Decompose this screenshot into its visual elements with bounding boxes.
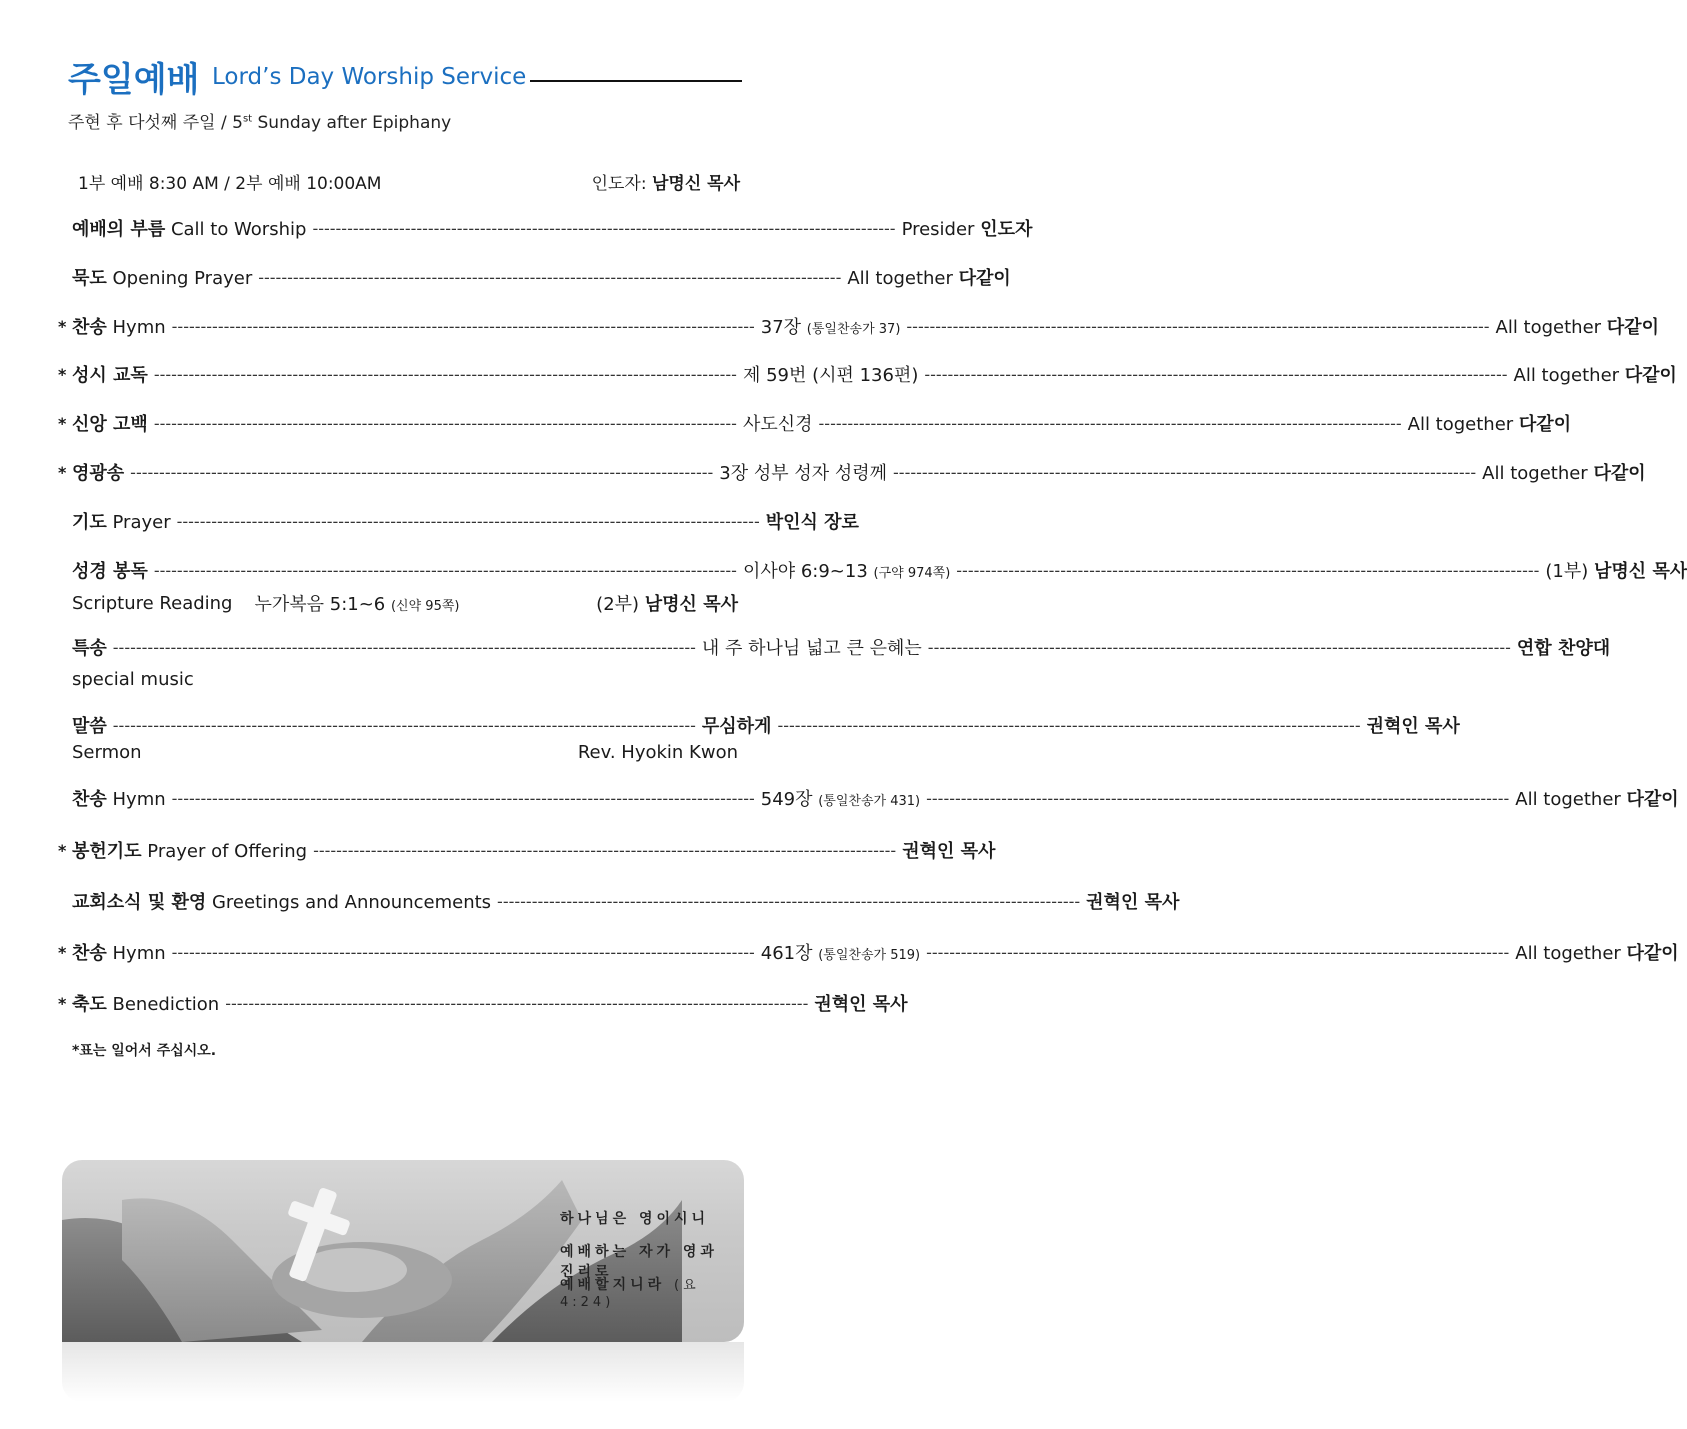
item-label: 교회소식 및 환영 Greetings and Announcements bbox=[72, 892, 492, 913]
scripture-label-en: Scripture Reading bbox=[72, 592, 233, 614]
special-song: 내 주 하나님 넓고 큰 은혜는 bbox=[701, 638, 922, 659]
item-detail: 사도신경 bbox=[742, 414, 813, 435]
item-leader: All together 다같이 bbox=[1515, 943, 1679, 964]
dash-leader: ----------------------------------------------------------------------------------------------------- bbox=[893, 462, 1477, 482]
item-label: 예배의 부름 Call to Worship bbox=[72, 219, 307, 240]
service-times-row bbox=[78, 166, 740, 196]
item-label: 찬송 Hymn bbox=[72, 789, 166, 810]
sermon-title: 무심하게 bbox=[701, 716, 772, 737]
service-times: 1부 예배 8:30 AM / 2부 예배 10:00AM bbox=[78, 173, 382, 194]
dash-leader: ----------------------------------------------------------------------------------------------------- bbox=[171, 316, 755, 336]
item-label: 찬송 Hymn bbox=[72, 943, 166, 964]
dash-leader: ----------------------------------------------------------------------------------------------------- bbox=[153, 364, 737, 384]
page-title-korean: 주일예배 bbox=[68, 60, 200, 100]
order-item-special-music: 특송 ----------------------------------------------------------------------------------------------------- 내 주 하나님 넓고 큰 은혜는 ----------------------------------------------------------------------------------------------------- 연합 찬양대 bbox=[58, 632, 738, 662]
item-leader: 권혁인 목사 bbox=[902, 841, 996, 862]
order-item bbox=[58, 213, 1033, 243]
praying-hands-photo bbox=[62, 1160, 744, 1342]
dash-leader: ----------------------------------------------------------------------------------------------------- bbox=[225, 993, 809, 1013]
order-item bbox=[58, 408, 1572, 438]
scripture-reading-1: 이사야 6:9~13 (구약 974쪽) bbox=[742, 561, 951, 582]
order-item bbox=[58, 835, 996, 865]
dash-leader: ----------------------------------------------------------------------------------------------------- bbox=[313, 840, 897, 860]
stand-marker: * bbox=[58, 364, 67, 384]
item-leader: 권혁인 목사 bbox=[814, 994, 908, 1015]
order-item bbox=[58, 359, 1677, 389]
dash-leader: ----------------------------------------------------------------------------------------------------- bbox=[818, 413, 1402, 433]
item-detail: 3장 성부 성자 성령께 bbox=[719, 463, 888, 484]
item-detail: 461장 (통일찬송가 519) bbox=[760, 943, 921, 964]
order-item-sermon-en bbox=[58, 737, 738, 767]
order-item bbox=[58, 506, 859, 536]
dash-leader: ----------------------------------------------------------------------------------------------------- bbox=[171, 942, 755, 962]
item-label: 영광송 bbox=[72, 463, 125, 484]
item-label: 묵도 Opening Prayer bbox=[72, 268, 253, 289]
dash-leader: ----------------------------------------------------------------------------------------------------- bbox=[497, 891, 1081, 911]
sermon-speaker-en: Rev. Hyokin Kwon bbox=[577, 741, 738, 763]
order-item bbox=[58, 886, 1180, 916]
stand-marker: * bbox=[58, 942, 67, 962]
scripture-reader-2: (2부) 남명신 목사 bbox=[596, 594, 738, 615]
dash-leader: ----------------------------------------------------------------------------------------------------- bbox=[924, 364, 1508, 384]
sermon-label-en: Sermon bbox=[72, 741, 142, 763]
item-leader: All together 다같이 bbox=[1407, 414, 1572, 435]
page-title-english: Lord’s Day Worship Service bbox=[212, 64, 527, 90]
item-leader: All together 다같이 bbox=[847, 268, 1011, 289]
dash-leader: ----------------------------------------------------------------------------------------------------- bbox=[258, 267, 842, 287]
order-item-special-music-en bbox=[58, 664, 738, 694]
special-label: 특송 bbox=[72, 638, 107, 659]
item-label: 찬송 Hymn bbox=[72, 317, 166, 338]
dash-leader: ----------------------------------------------------------------------------------------------------- bbox=[130, 462, 714, 482]
sermon-speaker: 권혁인 목사 bbox=[1366, 716, 1460, 737]
item-leader: All together 다같이 bbox=[1513, 365, 1677, 386]
item-leader: Presider 인도자 bbox=[901, 219, 1033, 240]
order-item bbox=[58, 311, 1659, 341]
sermon-label: 말씀 bbox=[72, 716, 107, 737]
order-item bbox=[58, 937, 1679, 967]
item-detail: 37장 (통일찬송가 37) bbox=[760, 317, 901, 338]
order-item bbox=[58, 783, 1679, 813]
dash-leader: ----------------------------------------------------------------------------------------------------- bbox=[312, 218, 896, 238]
item-label: 신앙 고백 bbox=[72, 414, 148, 435]
item-detail: 549장 (통일찬송가 431) bbox=[760, 789, 921, 810]
special-label-en: special music bbox=[72, 668, 194, 690]
dash-leader: ----------------------------------------------------------------------------------------------------- bbox=[153, 413, 737, 433]
item-leader: All together 다같이 bbox=[1515, 789, 1679, 810]
stand-marker: * bbox=[58, 462, 67, 482]
dash-leader: ----------------------------------------------------------------------------------------------------- bbox=[176, 511, 760, 531]
order-item bbox=[58, 457, 1646, 487]
order-item bbox=[58, 262, 1011, 292]
item-leader: 권혁인 목사 bbox=[1086, 892, 1180, 913]
order-item bbox=[58, 988, 908, 1018]
item-leader: 박인식 장로 bbox=[765, 512, 859, 533]
verse-line-1: 하나님은 영이시니 bbox=[560, 1211, 710, 1227]
item-label: 봉헌기도 Prayer of Offering bbox=[72, 841, 308, 862]
dash-leader: ----------------------------------------------------------------------------------------------------- bbox=[926, 788, 1510, 808]
dash-leader: ----------------------------------------------------------------------------------------------------- bbox=[926, 942, 1510, 962]
verse-line-2: 예배하는 자가 영과 진리로 bbox=[560, 1244, 718, 1280]
page-subtitle: 주현 후 다섯째 주일 / 5st Sunday after Epiphany bbox=[68, 113, 452, 133]
order-item-sermon: 말씀 ----------------------------------------------------------------------------------------------------- 무심하게 ----------------------------------------------------------------------------------------------------- 권혁인 목사 bbox=[58, 710, 738, 740]
stand-marker: * bbox=[58, 840, 67, 860]
scripture-reader-1: (1부) 남명신 목사 bbox=[1545, 561, 1687, 582]
item-detail: 제 59번 (시편 136편) bbox=[742, 365, 919, 386]
stand-marker: * bbox=[58, 413, 67, 433]
stand-marker: * bbox=[58, 316, 67, 336]
order-item-scripture-2 bbox=[58, 588, 738, 618]
stand-marker: * bbox=[58, 993, 67, 1013]
dash-leader: ----------------------------------------------------------------------------------------------------- bbox=[171, 788, 755, 808]
special-performer: 연합 찬양대 bbox=[1516, 638, 1611, 659]
leader: 인도자: 남명신 목사 bbox=[591, 173, 740, 194]
photo-reflection bbox=[62, 1342, 744, 1402]
dash-leader: ----------------------------------------------------------------------------------------------------- bbox=[906, 316, 1490, 336]
scripture-reading-2: 누가복음 5:1~6 (신약 95쪽) bbox=[254, 594, 460, 615]
verse-line-3: 예배할지니라 (요4:24) bbox=[560, 1277, 700, 1310]
item-label: 기도 Prayer bbox=[72, 512, 171, 533]
order-item-scripture: 성경 봉독 ----------------------------------------------------------------------------------------------------- 이사야 6:9~13 (구약 974쪽) ----------------------------------------------------------------------------------------------------- (1부) 남명신 목사 bbox=[58, 555, 738, 585]
scripture-label: 성경 봉독 bbox=[72, 561, 148, 582]
standing-note: *표는 일어서 주십시오. bbox=[72, 1043, 217, 1059]
title-divider bbox=[530, 80, 742, 82]
item-leader: All together 다같이 bbox=[1482, 463, 1646, 484]
item-label: 축도 Benediction bbox=[72, 994, 220, 1015]
item-leader: All together 다같이 bbox=[1495, 317, 1659, 338]
item-label: 성시 교독 bbox=[72, 365, 148, 386]
